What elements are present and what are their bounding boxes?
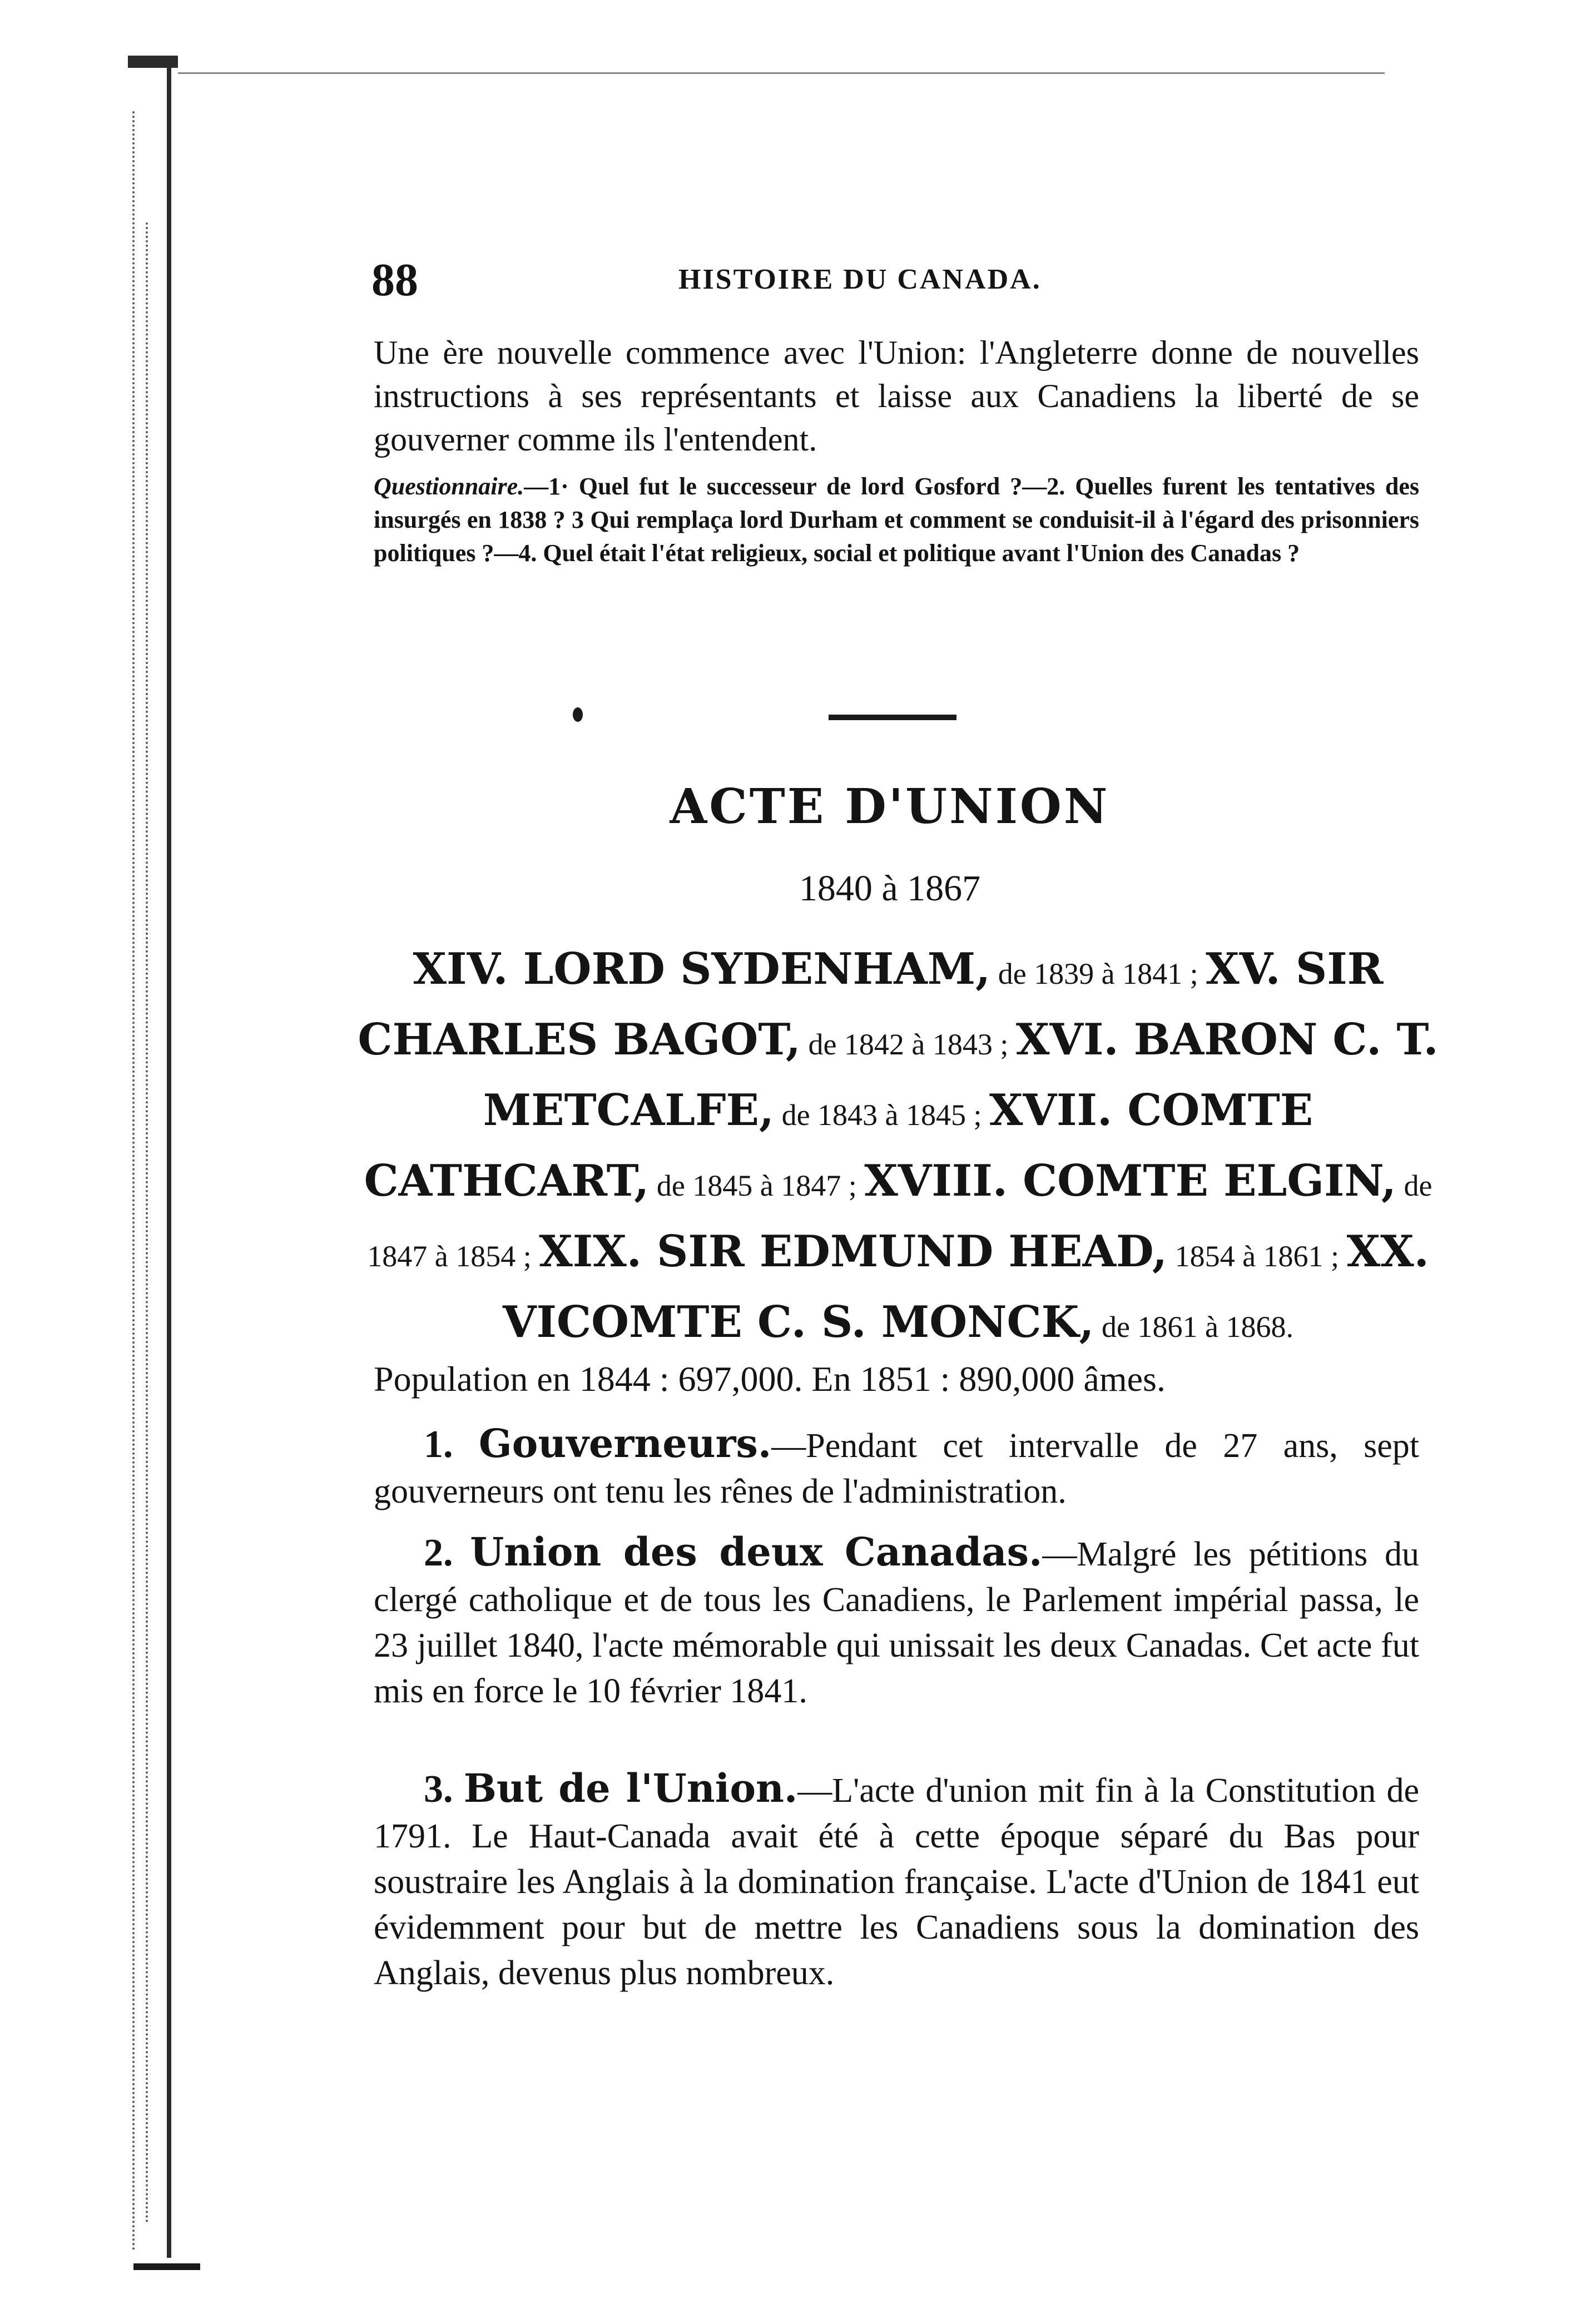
questionnaire [374,470,1419,570]
page-header [0,253,1596,306]
section-years: 1840 à 1867 [799,868,981,909]
section-rule [829,715,956,720]
paragraph-union [374,1529,1419,1714]
governor-name: XVI. BARON C. T. METCALFE, [483,1014,1439,1136]
binding-edge-line [167,61,171,2258]
governor-name: XVIII. COMTE ELGIN, [864,1156,1396,1206]
intro-paragraph: Une ère nouvelle commence avec l'Union: l'Angleterre donne de nouvelles instructions à ses représentants et laisse aux Canadiens la liberté de se gouverner comme ils l'entendent. [374,334,1419,458]
binding-top-mark [128,56,178,68]
governor-name: XVII. COMTE CATHCART, [364,1085,1314,1206]
questionnaire-label: Questionnaire. [374,473,524,500]
binding-dots-right [146,222,148,2224]
questionnaire-text: —1· Quel fut le successeur de lord Gosford ?—2. Quelles furent les tentatives des insurgés en 1838 ? 3 Qui remplaça lord Durham et comment se conduisit-il à l'égard des prisonniers politiques ?—4. Quel était l'état religieux, social et politique avant l'Union des Canadas ? [374,473,1419,567]
population-line: Population en 1844 : 697,000. En 1851 : 890,000 âmes. [374,1359,1166,1399]
paragraph-number: 1. [424,1423,453,1466]
paragraph-text: —L'acte d'union mit fin à la Constitution de 1791. Le Haut-Canada avait été à cette époque séparé du Bas pour soustraire les Anglais à la domination française. L'acte d'Union de 1841 eut évidemment pour but de mettre les Canadiens sous la domination des Anglais, devenus plus nombreux. [374,1772,1419,1992]
governor-dates: de 1842 à 1843 ; [800,1028,1016,1061]
paragraph-heading: Gouverneurs. [478,1420,772,1466]
governor-dates: de 1847 à 1854 ; [367,1169,1433,1273]
binding-dots-left [132,111,135,2252]
governor-name: XIX. SIR EDMUND HEAD, [539,1226,1168,1277]
paragraph-but [374,1766,1419,1996]
paragraph-text: —Malgré les pétitions du clergé catholique et de tous les Canadiens, le Parlement impérial passa, le 23 juillet 1840, l'acte mémorable qui unissait les deux Canadas. Cet acte fut mis en force le 10 février 1841. [374,1535,1419,1710]
governor-dates: 1854 à 1861 ; [1167,1240,1347,1273]
paragraph-number: 3. [424,1768,453,1811]
top-edge-line [178,72,1385,74]
paragraph-gouverneurs [374,1421,1419,1514]
paragraph-heading: But de l'Union. [463,1765,798,1811]
paragraph-heading: Union des deux Canadas. [470,1529,1043,1575]
ornament-dot [573,707,583,722]
page-number: 88 [371,254,418,306]
running-head: HISTOIRE DU CANADA. [678,264,1042,295]
governor-name: XV. SIR CHARLES BAGOT, [358,944,1384,1065]
governor-dates: de 1843 à 1845 ; [774,1098,990,1132]
section-title: ACTE D'UNION [670,779,1110,835]
paragraph-text: —Pendant cet intervalle de 27 ans, sept gouverneurs ont tenu les rênes de l'administration. [374,1427,1419,1510]
governor-name: XIV. LORD SYDENHAM, [413,944,991,994]
governors-list [356,940,1440,1364]
governor-dates: de 1845 à 1847 ; [649,1169,865,1202]
governor-dates: de 1861 à 1868. [1094,1310,1293,1344]
paragraph-number: 2. [424,1532,453,1574]
governor-name: XX. VICOMTE C. S. MONCK, [503,1226,1429,1347]
binding-bottom-mark [133,2263,200,2270]
governor-dates: de 1839 à 1841 ; [990,957,1206,990]
